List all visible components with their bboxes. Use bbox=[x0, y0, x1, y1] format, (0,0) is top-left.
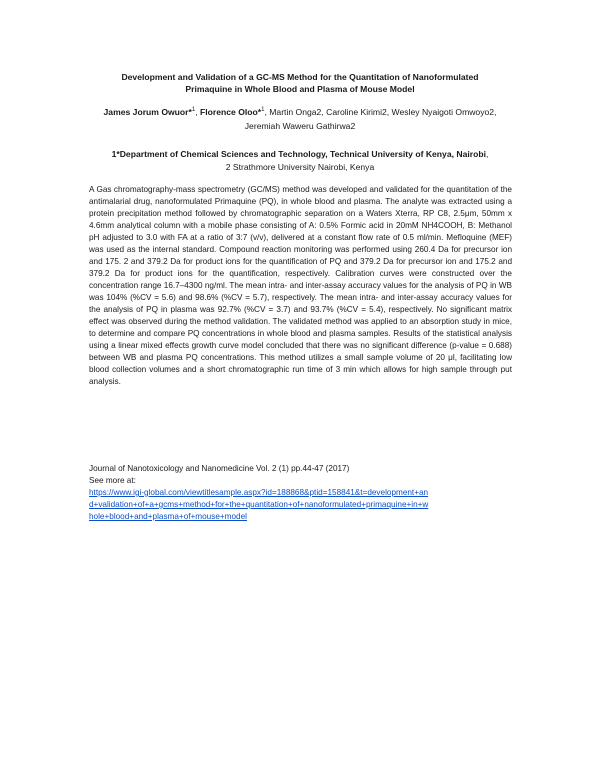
author-separator: , bbox=[321, 107, 327, 117]
source-link-line-3: hole+blood+and+plasma+of+mouse+model bbox=[89, 512, 247, 521]
author-name: James Jorum Owuor* bbox=[103, 107, 192, 117]
author-name: Martin Onga2 bbox=[269, 107, 322, 117]
author-4 bbox=[326, 107, 391, 117]
author-3 bbox=[269, 107, 326, 117]
source-link[interactable] bbox=[89, 488, 428, 521]
author-name: Jeremiah Waweru Gathirwa2 bbox=[244, 121, 356, 131]
author-name: Wesley Nyaigoti Omwoyo2 bbox=[391, 107, 495, 117]
author-2 bbox=[200, 107, 269, 117]
affiliation-1-suffix: , bbox=[486, 149, 489, 159]
paper-title-line-1: Development and Validation of a GC-MS Method for the Quantitation of Nanoformulated bbox=[121, 72, 479, 82]
author-separator: , bbox=[264, 107, 270, 117]
author-affiliation-mark: 1 bbox=[261, 107, 265, 114]
affiliations bbox=[80, 148, 520, 174]
source-link-line-1: https://www.igi-global.com/viewtitlesample.aspx?id=188868&ptid=158841&t=development+an bbox=[89, 488, 429, 497]
author-affiliation-mark: 1 bbox=[191, 107, 196, 114]
author-separator: , bbox=[195, 107, 200, 117]
journal-reference: Journal of Nanotoxicology and Nanomedicine Vol. 2 (1) pp.44-47 (2017) bbox=[89, 464, 350, 473]
abstract-text: A Gas chromatography-mass spectrometry (GC/MS) method was developed and validated for the quantitation of the antimalarial drug, nanoformulated Primaquine (PQ), in whole blood and plasma. The analyte was extracted using a protein precipitation method followed by chromatographic separation on a Waters Xterra, RP C8, 2.5μm, 50mm x 4.6mm analytical column with a mobile phase consisting of A: 0.5% Formic acid in 20mM NH4COOH, B: Methanol pH adjusted to 3.0 with FA at a ratio of 3:7 (v/v), delivered at a constant flow rate of 0.5 ml/min. Mefloquine (MEF) was used as the internal standard. Compound reaction monitoring was performed using 260.4 Da for precursor ion and 175. 2 and 379.2 Da for product ions for the quantification of PQ and 379.2 Da for precursor ion and 175.2 and 379.2 Da for product ions for the quantification, respectively. Calibration curves were constructed over the concentration range 16.7–4300 ng/ml. The mean intra- and inter-assay accuracy values for the analysis of PQ in WB was 104% (%CV = 5.6) and 98.6% (%CV = 5.7), respectively. The mean intra- and inter-assay accuracy values for the analysis of PQ in plasma was 92.7% (%CV = 3.7) and 93.7% (%CV = 5.4), respectively. No significant matrix effect was observed during the method validation. The validated method was applied to an absorption study in mice, to determine and compare PQ concentrations in whole blood and plasma samples. Results of the statistical analysis using a linear mixed effects growth curve model concluded that there was no significant difference (p-value = 0.688) between WB and plasma PQ concentrations. This method utilizes a small sample volume of 20 μl, facilitating low blood collection volumes and a short chromatographic run time of 3 min which allows for high sample through put analysis. bbox=[89, 185, 512, 386]
author-1 bbox=[104, 107, 200, 117]
author-list bbox=[90, 105, 510, 133]
author-separator: , bbox=[494, 107, 497, 117]
affiliation-1: 1*Department of Chemical Sciences and Technology, Technical University of Kenya, Nairobi bbox=[111, 149, 486, 159]
author-separator: , bbox=[386, 107, 392, 117]
author-5 bbox=[392, 107, 497, 117]
citation-block bbox=[89, 463, 512, 523]
source-link-line-2: d+validation+of+a+gcms+method+for+the+quantitation+of+nanoformulated+primaquine+in+w bbox=[89, 500, 429, 509]
affiliation-2: 2 Strathmore University Nairobi, Kenya bbox=[225, 162, 375, 172]
author-name: Florence Oloo* bbox=[200, 107, 262, 117]
paper-title-line-2: Primaquine in Whole Blood and Plasma of Mouse Model bbox=[185, 84, 415, 94]
see-more-label: See more at: bbox=[89, 476, 136, 485]
author-name: Caroline Kirimi2 bbox=[326, 107, 387, 117]
paper-title bbox=[80, 71, 520, 95]
author-6 bbox=[245, 121, 356, 131]
